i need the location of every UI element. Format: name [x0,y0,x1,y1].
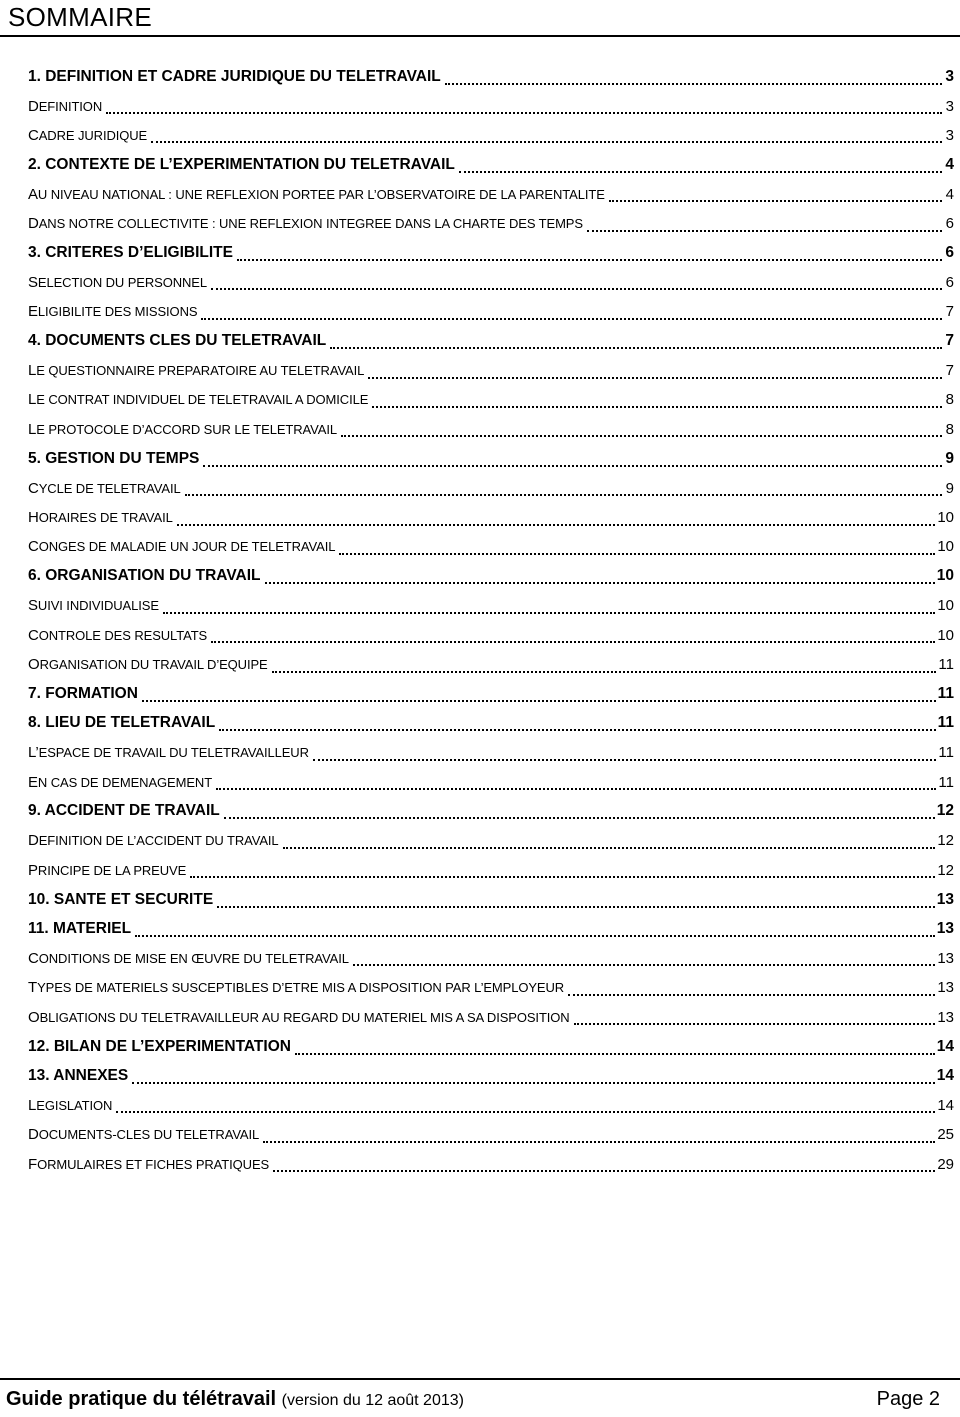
toc-subsection-entry[interactable] [28,767,954,796]
toc-page-number: 11 [938,744,954,762]
toc-entry-label: L’ESPACE DE TRAVAIL DU TELETRAVAILLEUR [28,744,309,762]
toc-dot-leader [211,631,935,643]
toc-page-number: 12 [936,802,954,820]
toc-entry-label: FORMULAIRES ET FICHES PRATIQUES [28,1155,270,1173]
toc-page-number: 11 [937,714,954,732]
toc-entry-label: LE QUESTIONNAIRE PREPARATOIRE AU TELETRAVAIL [28,362,365,380]
toc-page-number: 29 [937,1155,954,1173]
toc-subsection-entry[interactable] [28,856,954,885]
toc-dot-leader [237,249,942,261]
toc-dot-leader [135,925,935,937]
toc-page-number: 3 [945,67,954,85]
toc-subsection-entry[interactable] [28,620,954,649]
toc-dot-leader [568,984,935,996]
toc-entry-label: 3. CRITERES D’ELIGIBILITE [28,244,233,262]
toc-dot-leader [368,367,942,379]
toc-page-number: 7 [945,332,954,350]
toc-subsection-entry[interactable] [28,91,954,120]
toc-entry-label: DANS NOTRE COLLECTIVITE : UNE REFLEXION INTEGREE DANS LA CHARTE DES TEMPS [28,215,583,233]
page-header [0,0,960,37]
toc-section-entry[interactable] [28,444,954,473]
toc-entry-label: SUIVI INDIVIDUALISE [28,597,159,615]
toc-subsection-entry[interactable] [28,503,954,532]
toc-entry-label: HORAIRES DE TRAVAIL [28,509,173,527]
toc-subsection-entry[interactable] [28,356,954,385]
toc-page-number: 7 [945,303,954,321]
toc-page-number: 6 [945,215,954,233]
toc-entry-label: PRINCIPE DE LA PREUVE [28,861,187,879]
toc-dot-leader [132,1072,935,1084]
toc-dot-leader [339,543,935,555]
toc-entry-label: CONGES DE MALADIE UN JOUR DE TELETRAVAIL [28,538,336,556]
toc-page-number: 13 [936,890,954,908]
toc-subsection-entry[interactable] [28,738,954,767]
toc-entry-label: 8. LIEU DE TELETRAVAIL [28,714,216,732]
toc-subsection-entry[interactable] [28,268,954,297]
toc-dot-leader [459,161,942,173]
toc-entry-label: 6. ORGANISATION DU TRAVAIL [28,567,261,585]
toc-page-number: 13 [937,949,954,967]
toc-section-entry[interactable] [28,1032,954,1061]
toc-entry-label: 4. DOCUMENTS CLES DU TELETRAVAIL [28,332,327,350]
toc-entry-label: EN CAS DE DEMENAGEMENT [28,773,213,791]
toc-entry-label: 5. GESTION DU TEMPS [28,449,200,467]
toc-section-entry[interactable] [28,1061,954,1090]
toc-dot-leader [330,337,942,349]
toc-page-number: 3 [945,97,954,115]
toc-dot-leader [163,602,935,614]
toc-page-number: 4 [945,185,954,203]
toc-entry-label: DOCUMENTS-CLES DU TELETRAVAIL [28,1126,260,1144]
toc-dot-leader [341,425,942,437]
toc-subsection-entry[interactable] [28,180,954,209]
toc-entry-label: 2. CONTEXTE DE L’EXPERIMENTATION DU TELETRAVAIL [28,155,455,173]
toc-entry-label: CONDITIONS DE MISE EN ŒUVRE DU TELETRAVAIL [28,949,349,967]
page-title: SOMMAIRE [8,2,152,32]
toc-subsection-entry[interactable] [28,385,954,414]
toc-dot-leader [185,484,942,496]
toc-dot-leader [353,954,935,966]
toc-dot-leader [587,220,942,232]
toc-section-entry[interactable] [28,327,954,356]
toc-page-number: 10 [937,597,954,615]
toc-page-number: 6 [945,273,954,291]
footer-guide-title: Guide pratique du télétravail [6,1388,277,1410]
toc-dot-leader [263,1131,935,1143]
toc-page-number: 9 [945,449,954,467]
toc-dot-leader [609,190,942,202]
toc-dot-leader [272,661,937,673]
toc-subsection-entry[interactable] [28,973,954,1002]
toc-page-number: 13 [937,1008,954,1026]
toc-dot-leader [203,455,942,467]
page-footer [0,1378,960,1417]
toc-dot-leader [201,308,942,320]
toc-entry-label: CADRE JURIDIQUE [28,126,148,144]
toc-section-entry[interactable] [28,238,954,267]
toc-entry-label: DEFINITION [28,97,103,115]
toc-section-entry[interactable] [28,709,954,738]
toc-section-entry[interactable] [28,562,954,591]
toc-dot-leader [151,131,942,143]
toc-entry-label: CONTROLE DES RESULTATS [28,626,208,644]
toc-page-number: 13 [936,920,954,938]
toc-dot-leader [224,807,935,819]
toc-subsection-entry[interactable] [28,532,954,561]
toc-page-number: 14 [936,1066,954,1084]
toc-page-number: 11 [937,684,954,702]
toc-dot-leader [106,102,942,114]
toc-subsection-entry[interactable] [28,1149,954,1178]
toc-page-number: 3 [945,126,954,144]
toc-section-entry[interactable] [28,62,954,91]
toc-entry-label: 12. BILAN DE L’EXPERIMENTATION [28,1037,291,1055]
toc-entry-label: DEFINITION DE L’ACCIDENT DU TRAVAIL [28,832,279,850]
toc-dot-leader [574,1013,936,1025]
toc-page-number: 10 [937,509,954,527]
toc-subsection-entry[interactable] [28,121,954,150]
toc-entry-label: AU NIVEAU NATIONAL : UNE REFLEXION PORTEE PAR L’OBSERVATOIRE DE LA PARENTALITE [28,185,605,203]
toc-entry-label: OBLIGATIONS DU TELETRAVAILLEUR AU REGARD DU MATERIEL MIS A SA DISPOSITION [28,1008,570,1026]
toc-entry-label: 7. FORMATION [28,684,138,702]
toc-page-number: 11 [938,773,954,791]
table-of-contents [28,62,954,1179]
toc-page-number: 11 [938,656,954,673]
toc-page-number: 10 [937,626,954,644]
toc-dot-leader [190,866,935,878]
toc-page-number: 14 [936,1037,954,1055]
toc-dot-leader [283,837,936,849]
footer-version: (version du 12 août 2013) [281,1392,464,1409]
toc-entry-label: ELIGIBILITE DES MISSIONS [28,303,198,321]
toc-page-number: 10 [937,538,954,556]
toc-dot-leader [295,1043,935,1055]
toc-page-number: 9 [945,479,954,497]
toc-dot-leader [116,1101,935,1113]
toc-entry-label: 10. SANTE ET SECURITE [28,890,214,908]
toc-dot-leader [211,278,942,290]
toc-page-number: 12 [937,861,954,879]
toc-page-number: 8 [945,420,954,438]
toc-entry-label: 11. MATERIEL [28,920,132,938]
footer-document-title [6,1388,464,1411]
toc-entry-label: 9. ACCIDENT DE TRAVAIL [28,802,220,820]
toc-entry-label: TYPES DE MATERIELS SUSCEPTIBLES D’ETRE MIS A DISPOSITION PAR L’EMPLOYEUR [28,979,565,997]
toc-dot-leader [313,749,937,761]
toc-subsection-entry[interactable] [28,415,954,444]
toc-page-number: 14 [937,1096,954,1114]
toc-subsection-entry[interactable] [28,473,954,502]
toc-section-entry[interactable] [28,150,954,179]
toc-entry-label: 13. ANNEXES [28,1066,129,1084]
toc-section-entry[interactable] [28,679,954,708]
toc-dot-leader [142,690,936,702]
toc-section-entry[interactable] [28,914,954,943]
toc-section-entry[interactable] [28,885,954,914]
toc-dot-leader [177,514,936,526]
toc-subsection-entry[interactable] [28,591,954,620]
toc-page-number: 4 [945,155,954,173]
toc-dot-leader [445,73,942,85]
toc-page-number: 25 [937,1126,954,1144]
toc-subsection-entry[interactable] [28,1120,954,1149]
toc-subsection-entry[interactable] [28,297,954,326]
toc-entry-label: 1. DEFINITION ET CADRE JURIDIQUE DU TELETRAVAIL [28,67,441,85]
toc-subsection-entry[interactable] [28,1091,954,1120]
toc-section-entry[interactable] [28,797,954,826]
toc-entry-label: CYCLE DE TELETRAVAIL [28,479,181,497]
toc-dot-leader [265,572,935,584]
toc-entry-label: LE PROTOCOLE D’ACCORD SUR LE TELETRAVAIL [28,420,337,438]
toc-entry-label: LEGISLATION [28,1096,113,1114]
toc-dot-leader [217,896,935,908]
footer-page-number: Page 2 [876,1388,940,1410]
toc-entry-label: LE CONTRAT INDIVIDUEL DE TELETRAVAIL A DOMICILE [28,391,369,409]
toc-dot-leader [273,1160,935,1172]
toc-subsection-entry[interactable] [28,944,954,973]
toc-page-number: 6 [945,244,954,262]
toc-subsection-entry[interactable] [28,209,954,238]
toc-page-number: 10 [936,567,954,585]
toc-page-number: 7 [945,362,954,380]
toc-page-number: 8 [945,391,954,409]
toc-dot-leader [372,396,942,408]
toc-page-number: 13 [937,979,954,997]
toc-subsection-entry[interactable] [28,1003,954,1032]
toc-entry-label: SELECTION DU PERSONNEL [28,273,208,291]
toc-subsection-entry[interactable] [28,826,954,855]
toc-dot-leader [216,778,936,790]
toc-page-number: 12 [937,832,954,850]
toc-subsection-entry[interactable] [28,650,954,679]
toc-entry-label: ORGANISATION DU TRAVAIL D’EQUIPE [28,656,268,673]
toc-dot-leader [219,719,935,731]
